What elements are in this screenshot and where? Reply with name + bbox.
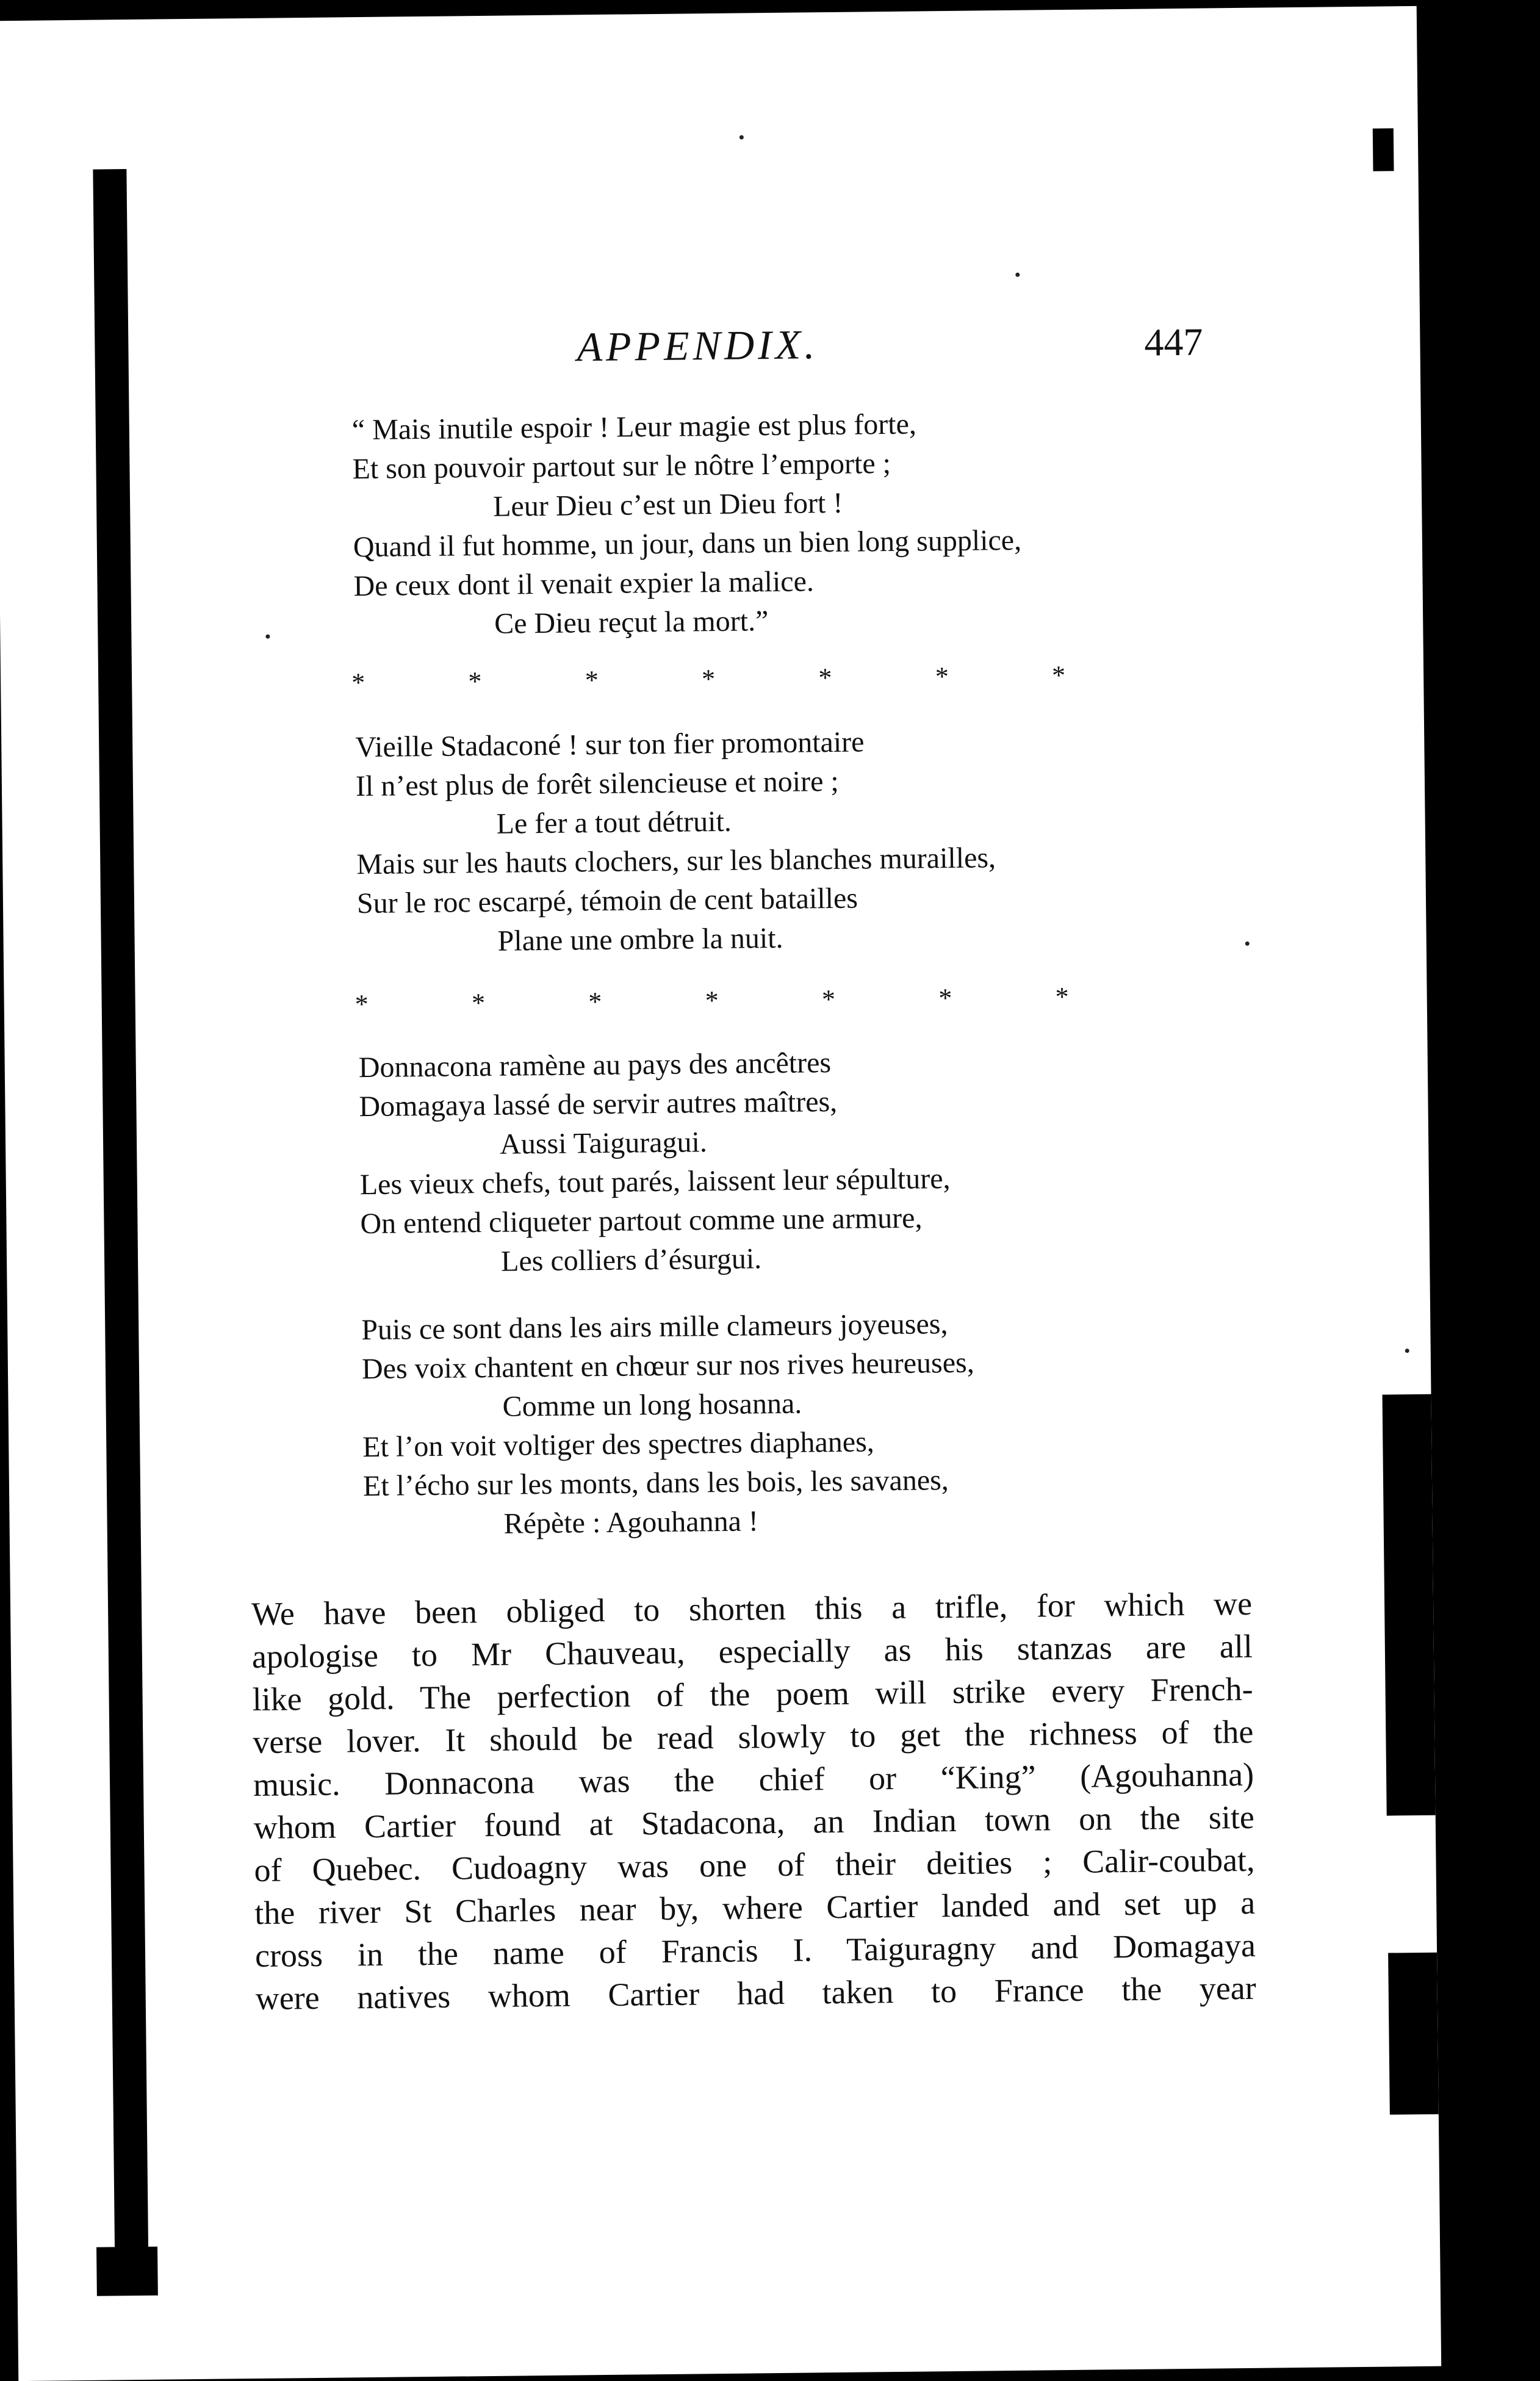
section-break-asterisks bbox=[351, 660, 1065, 698]
poem-line: Vieille Stadaconé ! sur ton fier promontaire bbox=[355, 726, 865, 764]
scan-shadow-left bbox=[93, 169, 148, 2286]
page-number: 447 bbox=[1144, 320, 1203, 364]
scan-speck bbox=[1405, 1349, 1409, 1353]
poem-line: Aussi Taiguragui. bbox=[499, 1126, 708, 1161]
poem-line: Des voix chantent en chœur sur nos rives heureuses, bbox=[361, 1346, 974, 1386]
scan-speck bbox=[1015, 273, 1020, 277]
scan-speck bbox=[1245, 942, 1250, 946]
asterisk: * bbox=[585, 665, 599, 696]
poem-line: Mais sur les hauts clochers, sur les blanches murailles, bbox=[356, 841, 996, 881]
poem-stanza bbox=[361, 1305, 976, 1545]
poem-line: Les colliers d’ésurgui. bbox=[500, 1242, 762, 1278]
poem-line: Le fer a tout détruit. bbox=[496, 805, 732, 840]
poem-line: Et son pouvoir partout sur le nôtre l’emporte ; bbox=[352, 447, 891, 486]
asterisk: * bbox=[1055, 981, 1069, 1012]
poem-line: De ceux dont il venait expier la malice. bbox=[353, 565, 815, 603]
poem-line: Quand il fut homme, un jour, dans un bien long supplice, bbox=[353, 524, 1022, 564]
poem-stanza bbox=[355, 721, 997, 962]
commentary-paragraph bbox=[251, 1582, 1256, 2020]
poem-line: Donnacona ramène au pays des ancêtres bbox=[358, 1046, 832, 1084]
prose-line: like gold. The perfection of the poem will strike every French- bbox=[252, 1670, 1253, 1718]
asterisk: * bbox=[938, 982, 952, 1014]
poem-line: Ce Dieu reçut la mort.” bbox=[494, 605, 769, 640]
prose-line: of Quebec. Cudoagny was one of their deities ; Calir-coubat, bbox=[254, 1841, 1255, 1889]
running-head: APPENDIX. bbox=[577, 321, 819, 370]
prose-line: whom Cartier found at Stadacona, an Indian town on the site bbox=[253, 1798, 1255, 1846]
prose-line: cross in the name of Francis I. Taiguragny and Domagaya bbox=[254, 1926, 1256, 1975]
prose-line: apologise to Mr Chauveau, especially as his stanzas are all bbox=[251, 1627, 1253, 1676]
asterisk: * bbox=[821, 984, 836, 1015]
asterisk: * bbox=[351, 668, 365, 698]
prose-line: the river St Charles near by, where Cartier landed and set up a bbox=[254, 1884, 1256, 1932]
scan-shadow-left-foot bbox=[96, 2247, 158, 2296]
asterisk: * bbox=[1051, 660, 1066, 691]
asterisk: * bbox=[935, 661, 949, 692]
asterisk: * bbox=[705, 985, 719, 1016]
asterisk: * bbox=[701, 663, 716, 694]
scan-mark-corner bbox=[1373, 128, 1394, 171]
poem-line: Et l’écho sur les monts, dans les bois, les savanes, bbox=[362, 1464, 949, 1503]
poem-line: Sur le roc escarpé, témoin de cent batailles bbox=[356, 882, 858, 920]
poem-stanza bbox=[358, 1042, 951, 1283]
asterisk: * bbox=[471, 987, 486, 1018]
poem-line: Il n’est plus de forêt silencieuse et noire ; bbox=[355, 765, 839, 803]
section-break-asterisks bbox=[354, 981, 1068, 1020]
asterisk: * bbox=[354, 989, 369, 1020]
poem-line: Leur Dieu c’est un Dieu fort ! bbox=[492, 486, 843, 523]
poem-line: Les vieux chefs, tout parés, laissent leur sépulture, bbox=[359, 1162, 951, 1201]
prose-line: We have been obliged to shorten this a trifle, for which we bbox=[251, 1585, 1253, 1633]
poem-line: “ Mais inutile espoir ! Leur magie est plus forte, bbox=[351, 408, 917, 447]
poem-line: Comme un long hosanna. bbox=[502, 1387, 802, 1423]
poem-line: Puis ce sont dans les airs mille clameurs joyeuses, bbox=[361, 1308, 948, 1347]
prose-line: music. Donnacona was the chief or “King” (Agouhanna) bbox=[253, 1756, 1254, 1804]
scan-shadow-right-lower bbox=[1388, 1953, 1439, 2115]
scan-shadow-right-upper bbox=[1383, 1394, 1436, 1816]
poem-line: On entend cliqueter partout comme une armure, bbox=[360, 1201, 923, 1241]
scan-speck bbox=[265, 635, 270, 639]
poem-line: Plane une ombre la nuit. bbox=[497, 921, 783, 957]
scan-speck bbox=[739, 135, 744, 139]
prose-line: verse lover. It should be read slowly to get the richness of the bbox=[253, 1713, 1254, 1761]
poem-line: Domagaya lassé de servir autres maîtres, bbox=[359, 1085, 838, 1123]
asterisk: * bbox=[818, 662, 832, 693]
book-page bbox=[0, 6, 1441, 2381]
poem-stanza bbox=[352, 404, 1023, 645]
poem-line: Répète : Agouhanna ! bbox=[503, 1505, 759, 1540]
asterisk: * bbox=[468, 666, 482, 697]
poem-line: Et l’on voit voltiger des spectres diaphanes, bbox=[362, 1425, 875, 1464]
prose-line: were natives whom Cartier had taken to France the year bbox=[255, 1969, 1256, 2017]
asterisk: * bbox=[588, 986, 602, 1017]
